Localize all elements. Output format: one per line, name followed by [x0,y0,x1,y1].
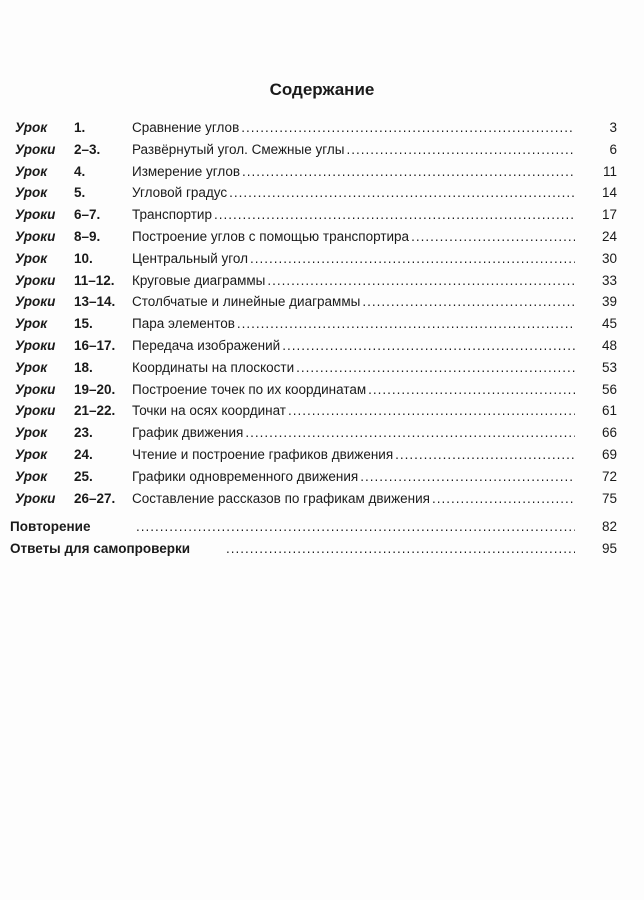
lesson-number: 18. [74,359,93,375]
lesson-kind: Урок [15,120,48,135]
lesson-number: 19–20. [74,381,116,397]
lesson-title: Измерение углов ..... [132,161,575,183]
page-number: 33 [601,272,617,288]
toc-entry [12,379,617,401]
lesson-number: 6–7. [74,207,101,223]
lesson-title: Координаты на плоскости ..... [132,357,575,379]
lesson-kind: Урок [15,163,48,179]
lesson-title: Центральный угол ..... [132,248,575,270]
page-number: 66 [601,425,617,441]
toc-entry [12,400,617,422]
page-number: 53 [601,359,617,375]
lesson-number: 25. [74,468,93,484]
page-number: 17 [601,207,617,223]
page-number: 69 [601,446,617,462]
lesson-title: Развёрнутый угол. Смежные углы ..... [132,139,575,161]
toc-entry [12,182,617,204]
lesson-title: Столбчатые и линейные диаграммы ..... [132,291,575,313]
lesson-title: Сравнение углов ..... [132,117,575,139]
lesson-number: 1. [74,120,86,135]
lesson-number: 26–27. [74,490,116,506]
lesson-number: 16–17. [74,337,116,353]
lesson-kind: Уроки [15,403,56,419]
lesson-title: Графики одновременного движения ..... [132,466,575,488]
page-number: 11 [602,163,617,179]
lesson-title: Передача изображений ..... [132,335,575,357]
lesson-title: Построение углов с помощью транспортира ..... [132,226,575,248]
lesson-kind: Уроки [15,337,56,353]
table-of-contents [12,117,617,560]
lesson-kind: Урок [15,468,48,484]
lesson-kind: Урок [15,185,48,201]
lesson-kind: Уроки [15,207,56,223]
lesson-title: Построение точек по их координатам ..... [132,379,575,401]
lesson-kind: Уроки [15,141,56,157]
lesson-kind: Урок [15,446,48,462]
dot-leader [134,516,575,538]
lesson-number: 2–3. [74,141,101,157]
page-number: 48 [601,337,617,353]
lesson-title: Транспортир ..... [132,204,575,226]
toc-extra-entry [12,516,617,538]
toc-entry [12,335,617,357]
page-number: 39 [601,294,617,310]
lesson-number: 13–14. [74,294,116,310]
lesson-title: График движения ..... [132,422,575,444]
page-number: 3 [609,120,617,135]
lesson-number: 5. [74,185,86,201]
lesson-title: Пара элементов ..... [132,313,575,335]
lesson-number: 8–9. [74,228,101,244]
lesson-kind: Уроки [15,228,56,244]
lesson-number: 4. [74,163,86,179]
lesson-number: 10. [74,250,93,266]
toc-entry [12,466,617,488]
dot-leader [224,538,575,560]
toc-entry [12,226,617,248]
toc-entry [12,291,617,313]
lesson-number: 24. [74,446,93,462]
page-number: 61 [601,403,617,419]
lesson-kind: Уроки [15,294,56,310]
lesson-kind: Уроки [15,490,56,506]
lesson-number: 23. [74,425,93,441]
page-number: 14 [601,185,617,201]
page-number: 75 [601,490,617,506]
lesson-kind: Уроки [15,381,56,397]
page-number: 56 [601,381,617,397]
page-number: 45 [601,316,617,332]
lesson-number: 15. [74,316,93,332]
lesson-kind: Урок [15,250,48,266]
lesson-title: Составление рассказов по графикам движения ..... [132,488,575,510]
page-number: 6 [609,141,617,157]
page-title: Содержание [269,80,375,99]
page-number: 72 [601,468,617,484]
toc-entry [12,117,617,139]
page-number: 95 [601,541,617,557]
toc-entry [12,139,617,161]
lesson-title: Точки на осях координат ..... [132,400,575,422]
lesson-number: 21–22. [74,403,116,419]
toc-entry [12,488,617,510]
page-number: 30 [601,250,617,266]
toc-entry [12,248,617,270]
extra-label: Повторение [10,519,91,535]
lesson-title: Чтение и построение графиков движения ..... [132,444,575,466]
toc-entry [12,270,617,292]
lesson-kind: Урок [15,425,48,441]
lesson-kind: Уроки [15,272,56,288]
toc-extra-entry [12,538,617,560]
toc-entry [12,422,617,444]
page-number: 24 [601,228,617,244]
lesson-kind: Урок [15,316,48,332]
toc-entry [12,161,617,183]
lesson-title: Угловой градус ..... [132,182,575,204]
extra-label: Ответы для самопроверки [10,541,191,557]
lesson-number: 11–12. [74,272,115,288]
lesson-title: Круговые диаграммы ..... [132,270,575,292]
toc-entry [12,444,617,466]
toc-entry [12,357,617,379]
lesson-kind: Урок [15,359,48,375]
toc-entry [12,204,617,226]
page-number: 82 [601,519,617,535]
toc-entry [12,313,617,335]
